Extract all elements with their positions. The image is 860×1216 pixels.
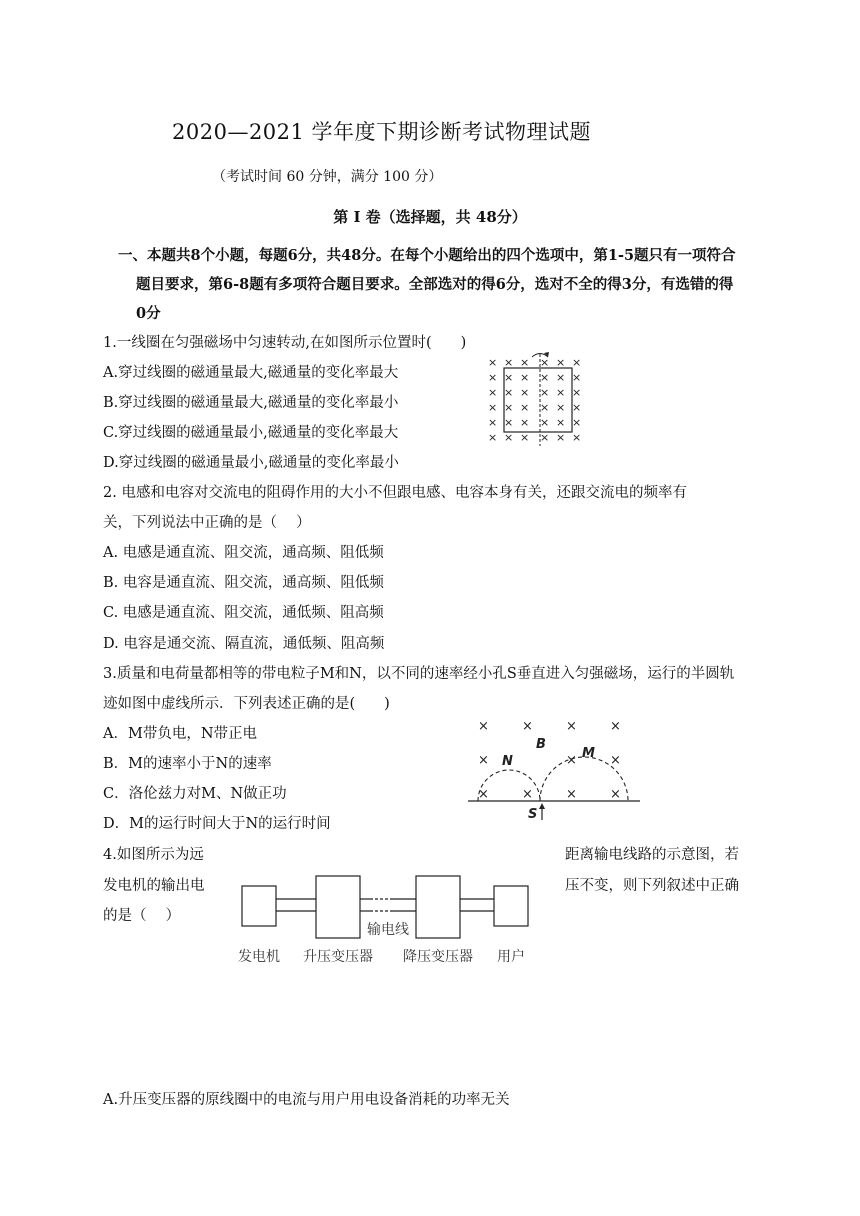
svg-text:×: × bbox=[610, 719, 621, 734]
q4-label-user: 用户 bbox=[497, 949, 525, 965]
q4-stem-left-1: 4.如图所示为远 bbox=[103, 847, 204, 863]
field-cross-mark: × bbox=[572, 386, 582, 399]
field-cross-mark: × bbox=[556, 371, 566, 384]
q1-coil-diagram bbox=[486, 348, 586, 448]
field-cross-mark: × bbox=[540, 431, 550, 444]
q3-label-b: B bbox=[536, 737, 546, 752]
field-cross-mark: × bbox=[572, 401, 582, 414]
field-cross-mark: × bbox=[556, 431, 566, 444]
field-cross-mark: × bbox=[572, 371, 582, 384]
q1-option-d: D.穿过线圈的磁通量最小,磁通量的变化率最小 bbox=[103, 455, 399, 471]
field-cross-mark: × bbox=[520, 416, 530, 429]
instructions-line-2: 题目要求，第6-8题有多项符合题目要求。全部选对的得6分，选对不全的得3分，有选错的得 bbox=[136, 276, 734, 293]
field-cross-mark: × bbox=[572, 356, 582, 369]
q3-label-s: S bbox=[528, 807, 538, 822]
exam-subtitle: （考试时间 60 分钟，满分 100 分） bbox=[212, 169, 443, 185]
instructions-line-1: 一、本题共8个小题，每题6分，共48分。在每个小题给出的四个选项中，第1-5题只有一项符合 bbox=[118, 247, 736, 264]
q4-stem-right-1: 距离输电线路的示意图，若 bbox=[565, 847, 739, 863]
q1-option-c: C.穿过线圈的磁通量最小,磁通量的变化率最大 bbox=[103, 425, 399, 441]
q3-stem-line-2: 迹如图中虚线所示．下列表述正确的是( ) bbox=[103, 696, 390, 712]
q3-magnetic-field-diagram bbox=[464, 712, 644, 827]
svg-text:×: × bbox=[522, 787, 533, 802]
q4-transmission-diagram bbox=[232, 868, 552, 974]
q4-label-generator: 发电机 bbox=[238, 949, 280, 965]
q4-label-step-down: 降压变压器 bbox=[403, 949, 473, 965]
q1-option-a: A.穿过线圈的磁通量最大,磁通量的变化率最大 bbox=[103, 365, 399, 381]
field-cross-mark: × bbox=[504, 356, 514, 369]
q4-wire-label: 输电线 bbox=[367, 922, 409, 938]
exam-title: 2020—2021 学年度下期诊断考试物理试题 bbox=[172, 120, 592, 144]
field-cross-mark: × bbox=[556, 401, 566, 414]
q4-option-a: A.升压变压器的原线圈中的电流与用户用电设备消耗的功率无关 bbox=[103, 1092, 510, 1108]
field-cross-mark: × bbox=[556, 386, 566, 399]
field-cross-mark: × bbox=[572, 416, 582, 429]
svg-text:×: × bbox=[478, 753, 489, 768]
field-cross-mark: × bbox=[504, 386, 514, 399]
q2-option-d: D. 电容是通交流、隔直流，通低频、阻高频 bbox=[103, 636, 385, 652]
field-cross-mark: × bbox=[504, 416, 514, 429]
section-title: 第 I 卷（选择题，共 48分） bbox=[333, 208, 527, 226]
instructions-line-3: 0分 bbox=[136, 305, 161, 322]
q2-stem-line-1: 2. 电感和电容对交流电的阻碍作用的大小不但跟电感、电容本身有关，还跟交流电的频率有 bbox=[103, 485, 687, 501]
field-cross-mark: × bbox=[572, 431, 582, 444]
svg-text:×: × bbox=[522, 719, 533, 734]
q2-option-c: C. 电感是通直流、阻交流，通低频、阻高频 bbox=[103, 605, 384, 621]
field-cross-mark: × bbox=[504, 431, 514, 444]
field-cross-mark: × bbox=[556, 416, 566, 429]
svg-text:×: × bbox=[566, 753, 577, 768]
q3-option-c: C．洛伦兹力对M、N做正功 bbox=[103, 786, 287, 802]
svg-text:×: × bbox=[610, 787, 621, 802]
q2-option-b: B. 电容是通直流、阻交流，通高频、阻低频 bbox=[103, 575, 384, 591]
q4-stem-right-2: 压不变，则下列叙述中正确 bbox=[565, 878, 739, 894]
field-cross-mark: × bbox=[540, 371, 550, 384]
field-cross-mark: × bbox=[540, 386, 550, 399]
field-cross-mark: × bbox=[520, 356, 530, 369]
field-cross-mark: × bbox=[504, 371, 514, 384]
field-cross-mark: × bbox=[540, 416, 550, 429]
q4-label-step-up: 升压变压器 bbox=[303, 949, 373, 965]
svg-text:×: × bbox=[566, 719, 577, 734]
section-instructions bbox=[118, 241, 758, 328]
q3-option-d: D．M的运行时间大于N的运行时间 bbox=[103, 816, 331, 832]
field-cross-mark: × bbox=[520, 371, 530, 384]
field-cross-mark: × bbox=[540, 401, 550, 414]
field-cross-mark: × bbox=[488, 371, 498, 384]
field-cross-mark: × bbox=[520, 386, 530, 399]
q3-option-a: A．M带负电，N带正电 bbox=[103, 726, 258, 742]
svg-text:×: × bbox=[478, 719, 489, 734]
field-cross-mark: × bbox=[520, 401, 530, 414]
field-cross-mark: × bbox=[540, 356, 550, 369]
field-cross-mark: × bbox=[488, 386, 498, 399]
q1-stem: 1.一线圈在匀强磁场中匀速转动,在如图所示位置时( ) bbox=[103, 335, 467, 351]
field-cross-mark: × bbox=[488, 416, 498, 429]
field-cross-mark: × bbox=[488, 401, 498, 414]
svg-text:×: × bbox=[610, 753, 621, 768]
q4-stem-left-3: 的是（ ） bbox=[103, 908, 181, 924]
q3-option-b: B．M的速率小于N的速率 bbox=[103, 756, 272, 772]
svg-text:×: × bbox=[478, 787, 489, 802]
field-cross-mark: × bbox=[556, 356, 566, 369]
field-cross-mark: × bbox=[504, 401, 514, 414]
svg-text:×: × bbox=[566, 787, 577, 802]
q1-option-b: B.穿过线圈的磁通量最大,磁通量的变化率最小 bbox=[103, 395, 399, 411]
q2-option-a: A. 电感是通直流、阻交流，通高频、阻低频 bbox=[103, 545, 384, 561]
field-cross-mark: × bbox=[488, 431, 498, 444]
field-cross-mark: × bbox=[488, 356, 498, 369]
q4-stem-left-2: 发电机的输出电 bbox=[103, 878, 205, 894]
field-cross-mark: × bbox=[520, 431, 530, 444]
q2-stem-line-2: 关，下列说法中正确的是（ ） bbox=[103, 515, 311, 531]
q3-stem-line-1: 3.质量和电荷量都相等的带电粒子M和N，以不同的速率经小孔S垂直进入匀强磁场，运行的半圆轨 bbox=[103, 666, 735, 682]
q3-label-n: N bbox=[502, 754, 513, 769]
q3-label-m: M bbox=[582, 746, 595, 761]
